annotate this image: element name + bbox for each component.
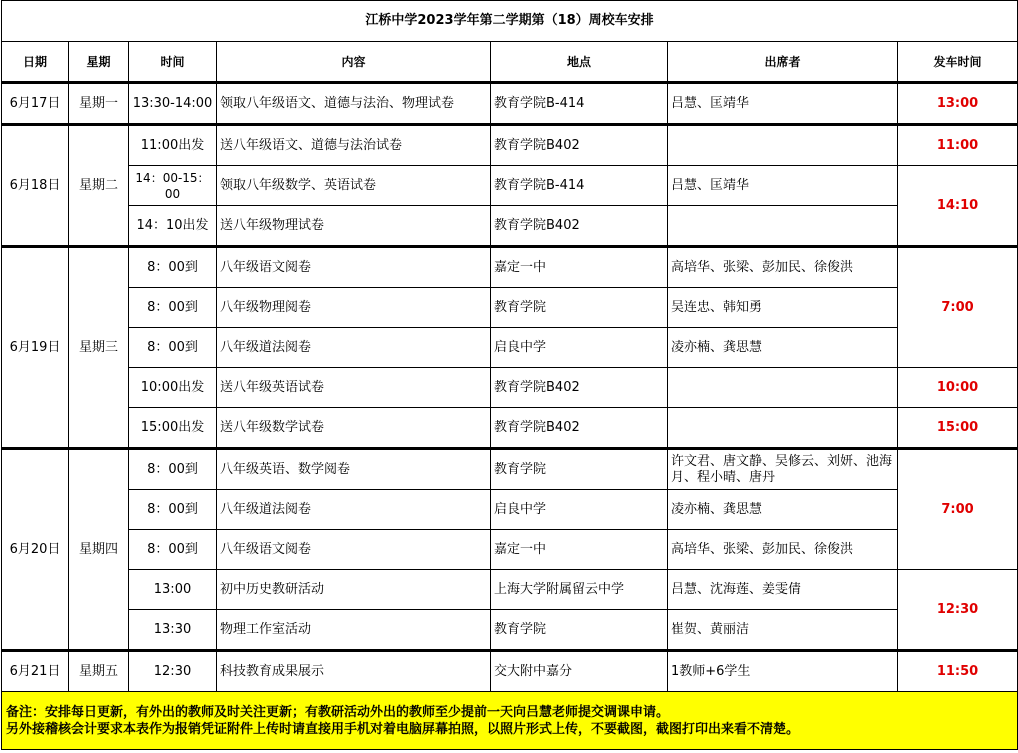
content-cell: 八年级语文阅卷 [217, 530, 491, 570]
attendees-cell: 1教师+6学生 [668, 651, 898, 692]
date-cell: 6月21日 [2, 651, 69, 692]
content-cell: 领取八年级语文、道德与法治、物理试卷 [217, 83, 491, 125]
table-row [2, 368, 1018, 408]
location-cell: 教育学院 [491, 288, 668, 328]
weekday-cell: 星期二 [69, 125, 129, 247]
location-cell: 教育学院B402 [491, 125, 668, 166]
content-cell: 领取八年级数学、英语试卷 [217, 166, 491, 206]
depart-time-cell: 14:10 [898, 166, 1018, 247]
location-cell: 教育学院 [491, 449, 668, 490]
header-attendees: 出席者 [668, 42, 898, 83]
location-cell: 教育学院B-414 [491, 166, 668, 206]
time-cell: 8：00到 [129, 449, 217, 490]
time-cell: 15:00出发 [129, 408, 217, 449]
time-cell: 13:00 [129, 570, 217, 610]
depart-time-cell: 13:00 [898, 83, 1018, 125]
location-cell: 教育学院 [491, 610, 668, 651]
depart-time-cell: 10:00 [898, 368, 1018, 408]
weekday-cell: 星期三 [69, 247, 129, 449]
time-cell: 10:00出发 [129, 368, 217, 408]
location-cell: 交大附中嘉分 [491, 651, 668, 692]
note-line: 另外接稽核会计要求本表作为报销凭证附件上传时请直接用手机对着电脑屏幕拍照，以照片形式上传，不要截图，截图打印出来看不清楚。 [6, 721, 800, 737]
table-row [2, 610, 1018, 651]
table-row [2, 125, 1018, 166]
time-cell: 13:30-14:00 [129, 83, 217, 125]
content-cell: 初中历史教研活动 [217, 570, 491, 610]
schedule-table [1, 0, 1018, 750]
time-cell: 12:30 [129, 651, 217, 692]
time-cell: 14：00-15：00 [129, 166, 217, 206]
content-cell: 送八年级英语试卷 [217, 368, 491, 408]
content-cell: 送八年级语文、道德与法治试卷 [217, 125, 491, 166]
attendees-cell [668, 408, 898, 449]
time-cell: 8：00到 [129, 247, 217, 288]
time-cell: 13:30 [129, 610, 217, 651]
header-weekday: 星期 [69, 42, 129, 83]
attendees-cell: 吕慧、匡靖华 [668, 166, 898, 206]
table-row [2, 288, 1018, 328]
attendees-cell: 高培华、张梁、彭加民、徐俊洪 [668, 247, 898, 288]
time-cell: 8：00到 [129, 328, 217, 368]
attendees-cell: 高培华、张梁、彭加民、徐俊洪 [668, 530, 898, 570]
location-cell: 启良中学 [491, 328, 668, 368]
attendees-cell: 许文君、唐文静、吴修云、刘妍、池海月、程小晴、唐丹 [668, 449, 898, 490]
content-cell: 八年级英语、数学阅卷 [217, 449, 491, 490]
depart-time-cell: 15:00 [898, 408, 1018, 449]
table-row [2, 490, 1018, 530]
attendees-cell: 吕慧、匡靖华 [668, 83, 898, 125]
content-cell: 八年级物理阅卷 [217, 288, 491, 328]
content-cell: 八年级道法阅卷 [217, 490, 491, 530]
time-cell: 8：00到 [129, 490, 217, 530]
table-row [2, 408, 1018, 449]
header-date: 日期 [2, 42, 69, 83]
table-row [2, 328, 1018, 368]
note-line: 备注：安排每日更新，有外出的教师及时关注更新；有教研活动外出的教师至少提前一天向吕慧老师提交调课申请。 [6, 704, 670, 720]
depart-time-cell: 7:00 [898, 247, 1018, 368]
notes-row [2, 692, 1018, 750]
header-content: 内容 [217, 42, 491, 83]
weekday-cell: 星期五 [69, 651, 129, 692]
attendees-cell [668, 368, 898, 408]
time-cell: 8：00到 [129, 288, 217, 328]
header-time: 时间 [129, 42, 217, 83]
location-cell: 嘉定一中 [491, 247, 668, 288]
location-cell: 启良中学 [491, 490, 668, 530]
time-cell: 14：10出发 [129, 206, 217, 247]
table-row [2, 570, 1018, 610]
location-cell: 嘉定一中 [491, 530, 668, 570]
location-cell: 教育学院B402 [491, 206, 668, 247]
content-cell: 送八年级数学试卷 [217, 408, 491, 449]
weekday-cell: 星期一 [69, 83, 129, 125]
content-cell: 八年级语文阅卷 [217, 247, 491, 288]
date-cell: 6月20日 [2, 449, 69, 651]
time-cell: 11:00出发 [129, 125, 217, 166]
header-row [2, 42, 1018, 83]
date-cell: 6月19日 [2, 247, 69, 449]
header-location: 地点 [491, 42, 668, 83]
location-cell: 上海大学附属留云中学 [491, 570, 668, 610]
depart-time-cell: 7:00 [898, 449, 1018, 570]
table-row [2, 166, 1018, 206]
attendees-cell: 吕慧、沈海莲、姜雯倩 [668, 570, 898, 610]
content-cell: 送八年级物理试卷 [217, 206, 491, 247]
weekday-cell: 星期四 [69, 449, 129, 651]
attendees-cell [668, 125, 898, 166]
time-cell: 8：00到 [129, 530, 217, 570]
depart-time-cell: 12:30 [898, 570, 1018, 651]
table-row [2, 83, 1018, 125]
table-row [2, 206, 1018, 247]
location-cell: 教育学院B-414 [491, 83, 668, 125]
content-cell: 八年级道法阅卷 [217, 328, 491, 368]
date-cell: 6月17日 [2, 83, 69, 125]
attendees-cell: 凌亦楠、龚思慧 [668, 490, 898, 530]
location-cell: 教育学院B402 [491, 408, 668, 449]
notes-cell [2, 692, 1018, 750]
attendees-cell: 吴连忠、韩知勇 [668, 288, 898, 328]
attendees-cell [668, 206, 898, 247]
sheet-title: 江桥中学2023学年第二学期第（18）周校车安排 [2, 1, 1018, 42]
table-row [2, 530, 1018, 570]
attendees-cell: 崔贺、黄丽洁 [668, 610, 898, 651]
table-row [2, 651, 1018, 692]
depart-time-cell: 11:50 [898, 651, 1018, 692]
table-row [2, 247, 1018, 288]
table-row [2, 449, 1018, 490]
content-cell: 科技教育成果展示 [217, 651, 491, 692]
header-depart-time: 发车时间 [898, 42, 1018, 83]
date-cell: 6月18日 [2, 125, 69, 247]
attendees-cell: 凌亦楠、龚思慧 [668, 328, 898, 368]
location-cell: 教育学院B402 [491, 368, 668, 408]
depart-time-cell: 11:00 [898, 125, 1018, 166]
content-cell: 物理工作室活动 [217, 610, 491, 651]
